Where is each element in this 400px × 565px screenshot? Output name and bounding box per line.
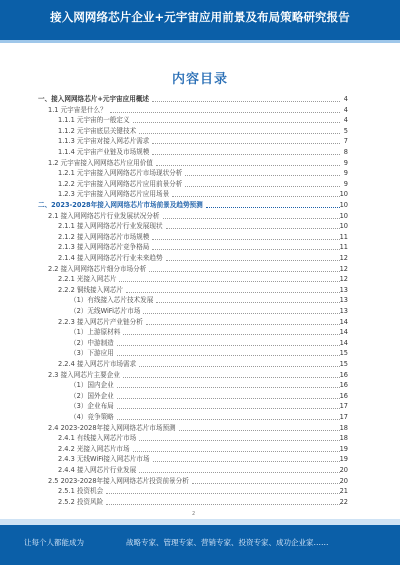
toc-dot-leader: [123, 334, 340, 335]
toc-entry-page: 4: [343, 105, 348, 114]
toc-dot-leader: [192, 483, 340, 484]
toc-entry-page: 21: [339, 487, 348, 496]
toc-dot-leader: [117, 355, 340, 356]
toc-entry-text: 2.1 接入网网络芯片行业发展状况分析: [48, 211, 160, 220]
toc-entry-page: 17: [339, 413, 348, 421]
toc-entry-text: （2）无线WiFi芯片市场: [70, 307, 141, 315]
toc-entry-page: 10: [339, 222, 348, 231]
toc-entry-text: 2.1.2 接入网网络芯片市场规模: [58, 232, 150, 241]
toc-dot-leader: [110, 112, 340, 113]
toc-entry-text: （1）有线接入芯片技术发展: [70, 296, 154, 305]
footer-slogan-right: 战略专家、管理专家、营销专家、投资专家、成功企业家……: [126, 538, 329, 547]
toc-entry-text: 1.1.4 元宇宙产业链及市场规模: [58, 148, 150, 156]
toc-title: 内容目录: [171, 72, 228, 87]
toc-entry-page: 4: [343, 116, 348, 125]
toc-dot-leader: [152, 249, 340, 250]
toc-entry-text: （2）国外企业: [70, 391, 114, 400]
toc-entry-page: 20: [339, 466, 348, 474]
report-footer: [0, 525, 400, 565]
toc-entry-page: 10: [339, 190, 348, 199]
footer-slogan-left: 让每个人都能成为: [24, 538, 84, 547]
toc-entry-page: 19: [339, 455, 348, 464]
toc-dot-leader: [133, 451, 340, 452]
toc-entry-page: 12: [339, 254, 348, 262]
toc-entry-text: （4）竞争策略: [70, 413, 114, 421]
toc-dot-leader: [172, 196, 340, 197]
toc-entry-page: 5: [343, 126, 348, 135]
toc-entry-text: 1.1.2 元宇宙底层关键技术: [58, 126, 137, 135]
toc-entry-page: 9: [343, 158, 348, 167]
toc-entry-text: 1.2.3 元宇宙接入网网络芯片应用场景: [58, 190, 170, 199]
toc-entry-page: 13: [339, 307, 348, 315]
toc-entry-text: 2.5 2023-2028年接入网网络芯片投资前景分析: [48, 476, 189, 485]
toc-entry-page: 9: [343, 169, 348, 178]
toc-entry-text: 2.5.1 投资机会: [58, 487, 104, 496]
toc-entry-page: 15: [339, 360, 348, 368]
toc-entry-page: 13: [339, 285, 348, 294]
page-number: 2: [192, 511, 196, 517]
toc-dot-leader: [133, 122, 340, 123]
toc-entry-page: 18: [339, 423, 348, 432]
toc-entry-page: 12: [339, 275, 348, 284]
toc-dot-leader: [152, 154, 340, 155]
toc-entry-page: 12: [339, 264, 348, 273]
toc-entry-text: （2）中游制造: [70, 338, 114, 347]
toc-entry-text: （1）国内企业: [70, 381, 114, 390]
toc-entry-page: 4: [343, 95, 348, 103]
toc-dot-leader: [139, 472, 340, 473]
toc-entry-text: 2.2 接入网网络芯片细分市场分析: [48, 264, 147, 273]
toc-entry-page: 17: [339, 402, 348, 411]
toc-entry-page: 20: [339, 476, 348, 485]
toc-entry-text: 1.2 元宇宙接入网网络芯片应用价值: [48, 158, 153, 167]
toc-dot-leader: [185, 186, 340, 187]
toc-dot-leader: [139, 440, 340, 441]
toc-entry-text: 2.1.1 接入网网络芯片行业发展现状: [58, 222, 163, 231]
toc-entry-text: （3）企业布局: [70, 402, 114, 411]
toc-entry-page: 18: [339, 434, 348, 443]
toc-dot-leader: [106, 493, 340, 494]
toc-entry-page: 16: [339, 391, 348, 400]
toc-dot-leader: [106, 504, 340, 505]
toc-entry-page: 15: [339, 349, 348, 358]
toc-entry-text: （3）下游应用: [70, 349, 114, 358]
report-title: 接入网网络芯片企业+元宇宙应用前景及布局策略研究报告: [50, 10, 350, 24]
toc-dot-leader: [143, 313, 340, 314]
toc-entry-text: 2.1.3 接入网网络芯片竞争格局: [58, 243, 150, 252]
toc-dot-leader: [139, 366, 340, 367]
toc-entry-text: 2.4 2023-2028年接入网网络芯片市场预测: [48, 423, 176, 432]
toc-entry-page: 8: [343, 148, 348, 156]
toc-dot-leader: [146, 324, 340, 325]
header-accent-line: [0, 40, 400, 43]
toc-entry-text: 二、2023-2028年接入网网络芯片市场前景及趋势预测: [38, 201, 203, 209]
toc-entry-page: 14: [339, 338, 348, 347]
toc-dot-leader: [117, 345, 340, 346]
toc-entry-text: 2.3 接入网芯片主要企业: [48, 370, 120, 379]
toc-dot-leader: [156, 302, 340, 303]
toc-dot-leader: [117, 419, 340, 420]
toc-entry-page: 9: [343, 179, 348, 188]
toc-dot-leader: [119, 281, 340, 282]
toc-entry-page: 16: [339, 370, 348, 379]
toc-dot-leader: [166, 228, 340, 229]
toc-dot-leader: [117, 387, 340, 388]
toc-entry-page: 13: [339, 296, 348, 305]
toc-entry-page: 14: [339, 328, 348, 337]
toc-entry-page: 11: [339, 243, 348, 252]
toc-dot-leader: [126, 292, 340, 293]
toc-dot-leader: [149, 271, 340, 272]
toc-entry-page: 14: [339, 317, 348, 326]
toc-entry-text: 1.1.3 元宇宙对接入网芯片需求: [58, 137, 150, 146]
toc-entry-text: 1.1 元宇宙是什么？: [48, 105, 107, 114]
toc-entry-page: 11: [339, 232, 348, 241]
toc-entry-text: 一、接入网网络芯片+元宇宙应用概述: [38, 95, 150, 103]
toc-dot-leader: [156, 165, 340, 166]
toc-entry-text: 2.2.4 接入网芯片市场需求: [58, 360, 137, 368]
toc-entry-text: （1）上游原材料: [70, 328, 121, 337]
toc-entry-text: 2.2.3 接入网芯片产业链分析: [58, 317, 143, 326]
toc-dot-leader: [153, 461, 340, 462]
toc-dot-leader: [152, 101, 340, 102]
toc-entry-text: 1.2.2 元宇宙接入网网络芯片应用前景分析: [58, 179, 183, 188]
toc-entry-text: 2.1.4 接入网网络芯片行业未来趋势: [58, 254, 163, 262]
toc-entry-text: 2.5.2 投资风险: [58, 497, 104, 506]
toc-entry-text: 2.4.4 接入网芯片行业发展: [58, 466, 137, 474]
toc-dot-leader: [166, 260, 340, 261]
toc-dot-leader: [179, 430, 340, 431]
toc-dot-leader: [206, 207, 340, 208]
toc-entry-text: 2.4.1 有线接入网芯片市场: [58, 434, 137, 443]
toc-dot-leader: [185, 175, 340, 176]
toc-dot-leader: [152, 143, 340, 144]
toc-dot-leader: [117, 398, 340, 399]
toc-entry-page: 7: [343, 137, 348, 146]
toc-entry-page: 10: [339, 201, 348, 209]
toc-entry-text: 2.2.1 光接入网芯片: [58, 275, 117, 284]
toc-entry-text: 1.2.1 元宇宙接入网网络芯片市场现状分析: [58, 169, 183, 178]
toc-entry-text: 2.4.2 光接入网芯片市场: [58, 444, 130, 453]
toc-entry-page: 16: [339, 381, 348, 390]
toc-dot-leader: [163, 218, 341, 219]
report-header: [0, 0, 400, 40]
toc-entry-text: 2.2.2 铜线接入网芯片: [58, 285, 124, 294]
toc-entry-text: 2.4.3 无线WiFi接入网芯片市场: [58, 455, 150, 464]
toc-entry-page: 22: [339, 497, 348, 506]
toc-entry-text: 1.1.1 元宇宙的一般定义: [58, 116, 130, 125]
toc-entry-page: 19: [339, 444, 348, 453]
toc-dot-leader: [152, 239, 340, 240]
toc-dot-leader: [139, 133, 340, 134]
toc-dot-leader: [123, 377, 340, 378]
toc-entry-page: 10: [339, 211, 348, 220]
toc-dot-leader: [117, 408, 340, 409]
toc-entry[interactable]: [0, 497, 400, 509]
